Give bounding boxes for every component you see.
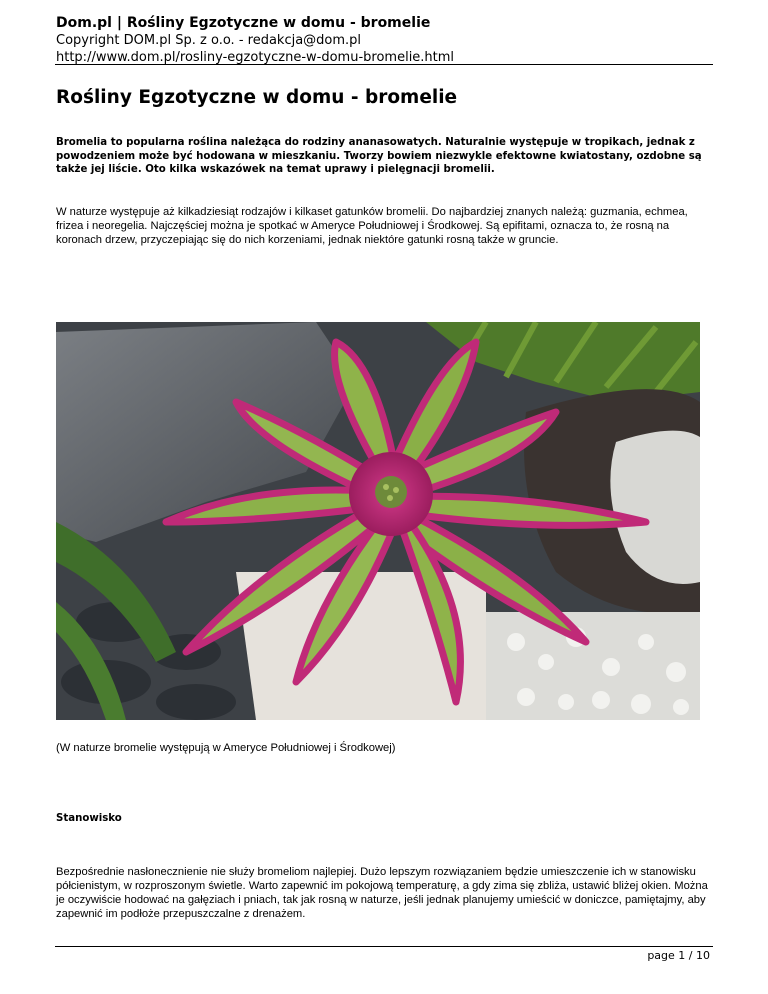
image-caption: (W naturze bromelie występują w Ameryce Południowej i Środkowej)	[56, 742, 396, 754]
header-divider	[55, 64, 713, 65]
article-paragraph: W naturze występuje aż kilkadziesiąt rodzajów i kilkaset gatunków bromelii. Do najbardziej znanych należą: guzmania, echmea, frizea i neoregelia. Najczęściej można je spotkać w Ameryce Południowej i Środkowej. Są epifitami, oznacza to, że rosną na koronach drzew, przyczepiając się do nich korzeniami, jednak niektóre gatunki rosną także w gruncie.	[56, 206, 688, 246]
site-title: Dom.pl | Rośliny Egzotyczne w domu - bromelie	[56, 15, 431, 31]
article-lead: Bromelia to popularna roślina należąca do rodziny ananasowatych. Naturalnie występuje w tropikach, jednak z powodzeniem może być hodowana w mieszkaniu. Tworzy bowiem niezwykle efektowne kwiatostany, ozdobne są także jej liście. Oto kilka wskazówek na temat uprawy i pielęgnacji bromelii.	[56, 137, 702, 175]
source-url[interactable]: http://www.dom.pl/rosliny-egzotyczne-w-domu-bromelie.html	[56, 50, 455, 65]
page-number: page 1 / 10	[647, 949, 710, 962]
section-heading: Stanowisko	[56, 813, 122, 824]
article-title: Rośliny Egzotyczne w domu - bromelie	[56, 87, 458, 108]
bromeliad-photo	[56, 322, 700, 720]
copyright-line: Copyright DOM.pl Sp. z o.o. - redakcja@dom.pl	[56, 33, 362, 48]
article-paragraph: Bezpośrednie nasłonecznienie nie służy bromeliom najlepiej. Dużo lepszym rozwiązaniem będzie umieszczenie ich w stanowisku półcienistym, w rozproszonym świetle. Warto zapewnić im pokojową temperaturę, a gdy zima się zbliża, ustawić bliżej okien. Można je oczywiście hodować na gałęziach i pniach, tak jak rosną w naturze, jeśli jednak planujemy umieścić w doniczce, pamiętajmy, aby zapewnić im podłoże przepuszczalne z drenażem.	[56, 866, 708, 920]
document-header	[56, 14, 712, 66]
footer-divider	[55, 946, 713, 947]
